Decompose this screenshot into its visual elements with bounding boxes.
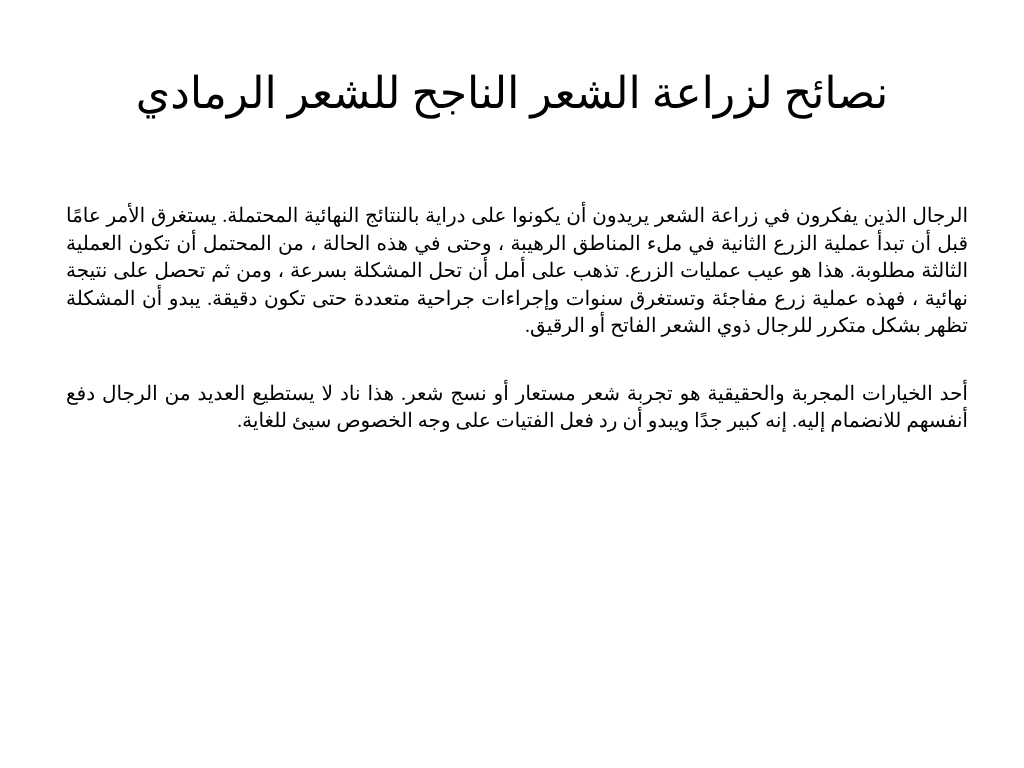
- paragraph-2: أحد الخيارات المجربة والحقيقية هو تجربة شعر مستعار أو نسج شعر. هذا ناد لا يستطيع العديد من الرجال دفع أنفسهم للانضمام إليه. إنه كبير جدًا ويبدو أن رد فعل الفتيات على وجه الخصوص سيئ للغاية.: [66, 382, 968, 432]
- slide-title: نصائح لزراعة الشعر الناجح للشعر الرمادي: [135, 69, 889, 118]
- paragraph-1: الرجال الذين يفكرون في زراعة الشعر يريدون أن يكونوا على دراية بالنتائج النهائية المحتملة. يستغرق الأمر عامًا قبل أن تبدأ عملية الزرع الثانية في ملء المناطق الرهيبة ، وحتى في هذه الحالة ، من المحتمل أن تكون العملية الثالثة مطلوبة. هذا هو عيب عمليات الزرع. تذهب على أمل أن تحل المشكلة بسرعة ، ومن ثم تحصل على نتيجة نهائية ، فهذه عملية زرع مفاجئة وتستغرق سنوات وإجراءات جراحية متعددة حتى تكون دقيقة. يبدو أن المشكلة تظهر بشكل متكرر للرجال ذوي الشعر الفاتح أو الرقيق.: [66, 205, 968, 337]
- slide-body: [66, 203, 968, 476]
